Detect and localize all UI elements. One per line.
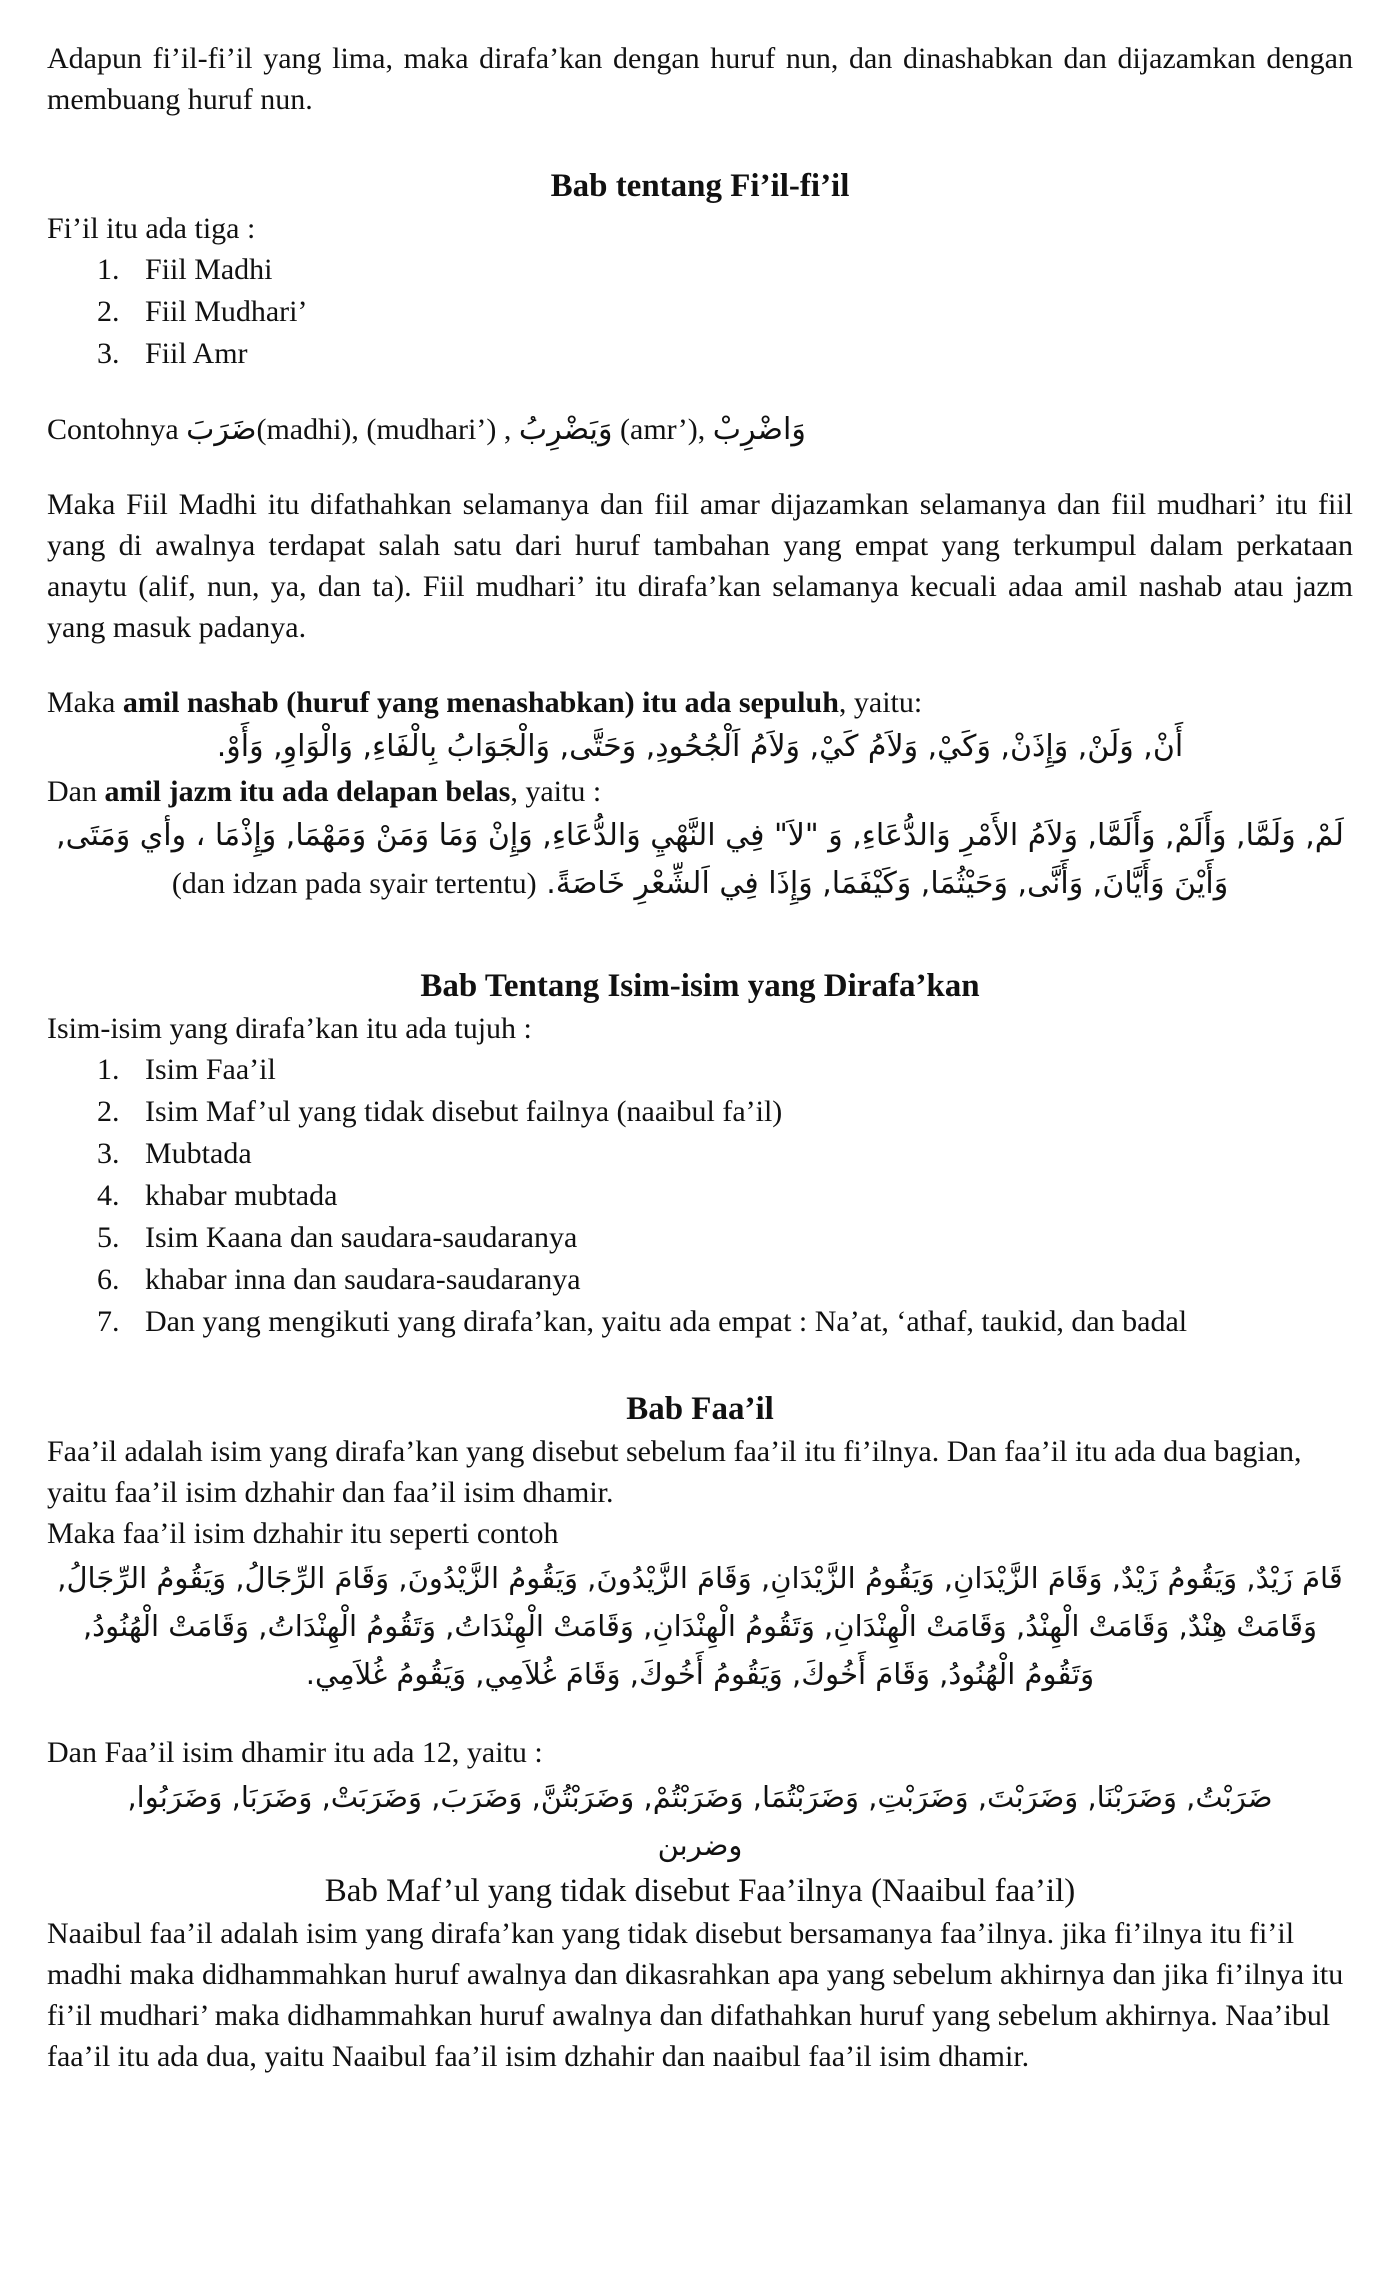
dzhahir-arabic-line-1: قَامَ زَيْدٌ, وَيَقُومُ زَيْدٌ, وَقَامَ الزَّيْدَانِ, وَيَقُومُ الزَّيْدَانِ, وَقَامَ الزَّيْدُونَ, وَيَقُومُ الزَّيْدُونَ, وَقَامَ الرِّجَالُ, وَيَقُومُ الرِّجَالُ, [57, 1561, 1343, 1595]
dhamir-arabic-line-2: وضربن [657, 1828, 743, 1862]
arabic-example-madhi: ضَرَبَ [186, 412, 257, 447]
list-item: 4. khabar mubtada [97, 1179, 338, 1212]
intro-paragraph: Adapun fi’il-fi’il yang lima, maka dirafa’kan dengan huruf nun, dan dinashabkan dan dijazamkan dengan membuang huruf nun. [47, 42, 1353, 116]
isim-lead: Isim-isim yang dirafa’kan itu ada tujuh : [47, 1012, 532, 1045]
list-item: 1. Isim Faa’il [97, 1053, 276, 1086]
section-title-faail: Bab Faa’il [626, 1391, 774, 1427]
list-item: 5. Isim Kaana dan saudara-saudaranya [97, 1221, 578, 1254]
faail-paragraph: Faa’il adalah isim yang dirafa’kan yang disebut sebelum faa’il itu fi’ilnya. Dan faa’il itu ada dua bagian, yaitu faa’il isim dzhahir dan faa’il isim dhamir. [47, 1435, 1302, 1509]
list-item: 3. Mubtada [97, 1137, 252, 1170]
isim-list [47, 1049, 1353, 1343]
section-title-isim-rafa: Bab Tentang Isim-isim yang Dirafa’kan [420, 968, 980, 1004]
jazm-lead: Dan amil jazm itu ada delapan belas, yaitu : [47, 775, 602, 808]
jazm-arabic-line-2: وَأَيْنَ وَأَيَّانَ, وَأَنَّى, وَحَيْثُمَا, وَكَيْفَمَا, وَإِذَا فِي اَلشِّعْرِ خَاصَةً. (dan idzan pada syair tertentu) [171, 866, 1229, 901]
fiil-example-line: Contohnya ضَرَبَ(madhi), (mudhari’) , وَيَضْرِبُ (amr’), وَاضْرِبْ [47, 412, 806, 447]
nashab-lead: Maka amil nashab (huruf yang menashabkan) itu ada sepuluh, yaitu: [47, 686, 923, 719]
list-item: 7. Dan yang mengikuti yang dirafa’kan, yaitu ada empat : Na’at, ‘athaf, taukid, dan badal [97, 1305, 1188, 1338]
naaibul-faail-paragraph: Naaibul faa’il adalah isim yang dirafa’kan yang tidak disebut bersamanya faa’ilnya. jika fi’ilnya itu fi’il madhi maka didhammahkan huruf awalnya dan dikasrahkan apa yang sebelum akhirnya dan jika fi’ilnya itu fi’il mudhari’ maka didhammahkan huruf awalnya dan difathahkan huruf yang sebelum akhirnya. Naa’ibul faa’il itu ada dua, yaitu Naaibul faa’il isim dzhahir dan naaibul faa’il isim dhamir. [47, 1917, 1344, 2073]
list-item: 1. Fiil Madhi [97, 253, 273, 286]
section-title-naaibul-faail: Bab Maf’ul yang tidak disebut Faa’ilnya (Naaibul faa’il) [324, 1873, 1076, 1909]
jazm-arabic-line-1: لَمْ, وَلَمَّا, وَأَلَمْ, وَأَلَمَّا, وَلاَمُ الأَمْرِ وَالدُّعَاءِ, وَ "لاَ" فِي النَّهْيِ وَالدُّعَاءِ, وَإِنْ وَمَا وَمَنْ وَمَهْمَا, وَإِذْمَا ، وأي وَمَتَى, [56, 818, 1344, 853]
nashab-arabic-list: أَنْ, وَلَنْ, وَإِذَنْ, وَكَيْ, وَلاَمُ كَيْ, وَلاَمُ اَلْجُحُودِ, وَحَتَّى, وَالْجَوَابُ بِالْفَاءِ, وَالْوَاوِ, وَأَوْ. [216, 729, 1184, 764]
dhamir-arabic-line-1: ضَرَبْتُ, وَضَرَبْنَا, وَضَرَبْتَ, وَضَرَبْتِ, وَضَرَبْتُمَا, وَضَرَبْتُمْ, وَضَرَبْتُنَّ, وَضَرَبَ, وَضَرَبَتْ, وَضَرَبَا, وَضَرَبُوا, [127, 1780, 1273, 1814]
dhamir-lead: Dan Faa’il isim dhamir itu ada 12, yaitu : [47, 1736, 543, 1769]
dzhahir-arabic-line-3: وَتَقُومُ الْهُنُودُ, وَقَامَ أَخُوكَ, وَيَقُومُ أَخُوكَ, وَقَامَ غُلاَمِي, وَيَقُومُ غُلاَمِي. [305, 1657, 1095, 1691]
list-item: 3. Fiil Amr [97, 337, 248, 370]
fiil-paragraph: Maka Fiil Madhi itu difathahkan selamanya dan fiil amar dijazamkan selamanya dan fiil mudhari’ itu fiil yang di awalnya terdapat salah satu dari huruf tambahan yang empat yang terkumpul dalam perkataan anaytu (alif, nun, ya, dan ta). Fiil mudhari’ itu dirafa’kan selamanya kecuali adaa amil nashab atau jazm yang masuk padanya. [47, 488, 1353, 644]
fiil-lead: Fi’il itu ada tiga : [47, 212, 256, 245]
dzhahir-lead: Maka faa’il isim dzhahir itu seperti contoh [47, 1517, 559, 1550]
arabic-example-amr: وَاضْرِبْ [712, 412, 806, 447]
list-item: 6. khabar inna dan saudara-saudaranya [97, 1263, 581, 1296]
dzhahir-arabic-line-2: وَقَامَتْ هِنْدٌ, وَقَامَتْ الْهِنْدُ, وَقَامَتْ الْهِنْدَانِ, وَتَقُومُ الْهِنْدَانِ, وَقَامَتْ الْهِنْدَاتُ, وَتَقُومُ الْهِنْدَاتُ, وَقَامَتْ الْهُنُودُ, [82, 1609, 1318, 1643]
list-item: 2. Isim Maf’ul yang tidak disebut failnya (naaibul fa’il) [97, 1095, 783, 1128]
section-title-fiil: Bab tentang Fi’il-fi’il [550, 168, 850, 204]
list-item: 2. Fiil Mudhari’ [97, 295, 308, 328]
document-page [47, 38, 1353, 2077]
jazm-note: (dan idzan pada syair tertentu) [171, 867, 537, 900]
arabic-example-mudhari: وَيَضْرِبُ [518, 412, 613, 447]
fiil-list [47, 249, 1353, 375]
